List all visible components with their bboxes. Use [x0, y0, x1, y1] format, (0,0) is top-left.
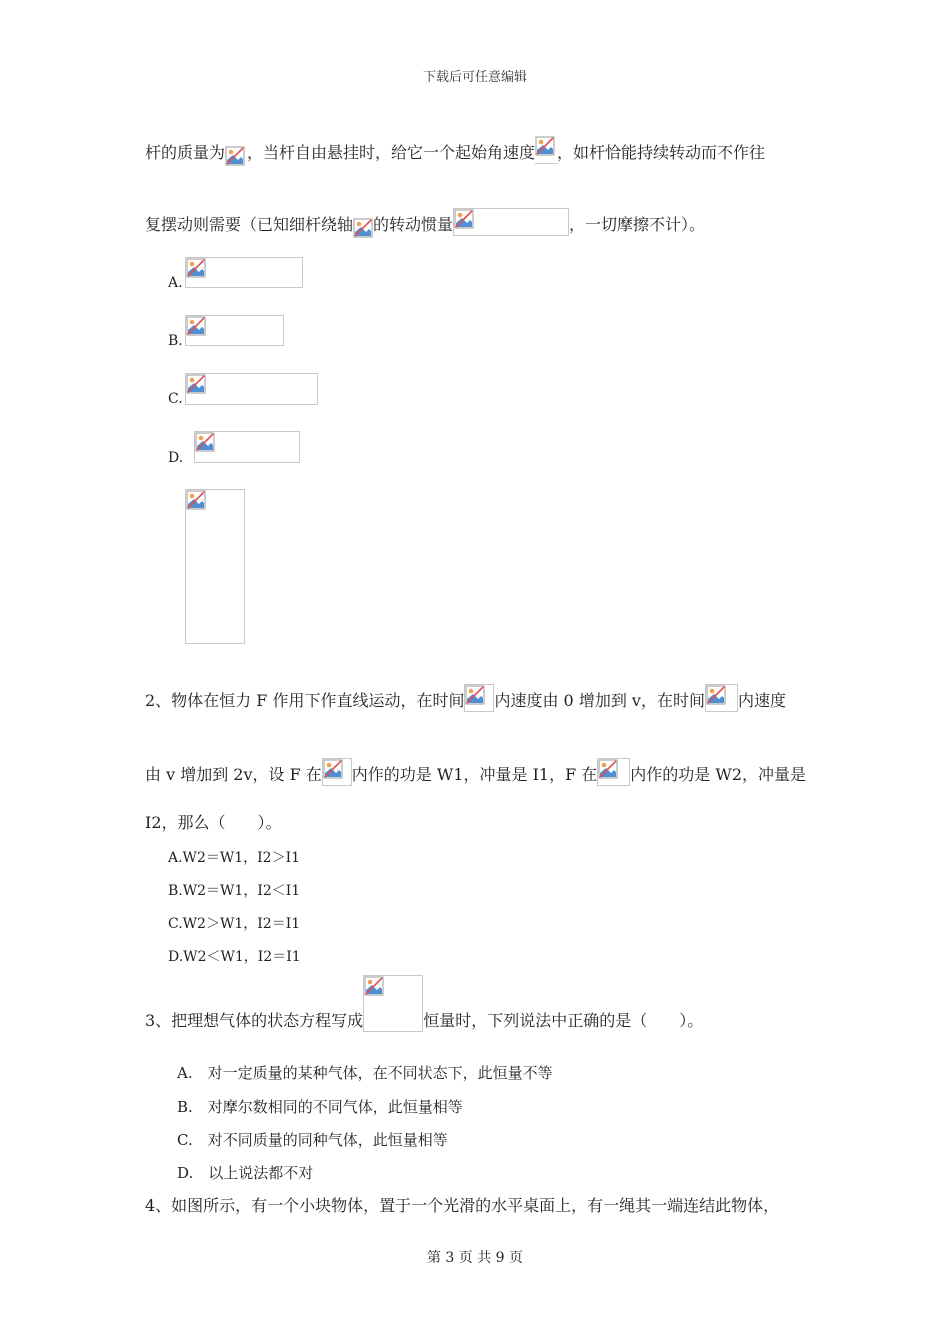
q2-line1-text2: 内速度由 0 增加到 v，在时间: [494, 691, 705, 710]
page-header: 下载后可任意编辑: [422, 70, 527, 85]
q3-option-d: D. 以上说法都不对: [177, 1164, 314, 1182]
q1-line2-text2: 的转动惯量: [373, 215, 454, 234]
q3-stem-text2: 恒量时，下列说法中正确的是（ ）。: [423, 1011, 704, 1030]
q1-figure-image: [185, 489, 245, 644]
q3-option-a: A. 对一定质量的某种气体，在不同状态下，此恒量不等: [177, 1064, 553, 1082]
q4-stem: 4、如图所示，有一个小块物体，置于一个光滑的水平桌面上，有一绳其一端连结此物体，: [145, 1196, 780, 1215]
q2-option-b: B.W2＝W1，I2＜I1: [168, 883, 301, 899]
q2-option-c: C.W2＞W1，I2＝I1: [168, 916, 301, 932]
formula-image-moment-of-inertia: [453, 208, 569, 236]
q3-option-c: C. 对不同质量的同种气体，此恒量相等: [177, 1131, 448, 1149]
q2-option-a: A.W2＝W1，I2＞I1: [168, 850, 301, 866]
q1-line1-text2: ，当杆自由悬挂时，给它一个起始角速度: [247, 143, 536, 162]
q1-option-c-image: [185, 373, 318, 405]
q3-option-b: B. 对摩尔数相同的不同气体，此恒量相等: [177, 1098, 463, 1116]
q2-line1: [145, 684, 786, 712]
formula-image-state-equation: [363, 975, 423, 1032]
q2-line2-text2: 内作的功是 W1，冲量是 I1，F 在: [351, 765, 598, 784]
formula-image-axis: [353, 218, 373, 236]
q1-option-b-image: [185, 315, 284, 346]
q1-option-c-label: C.: [168, 391, 183, 407]
q2-line2: [145, 758, 806, 786]
q3-stem: [145, 975, 703, 1032]
q1-line1-text3: ，如杆恰能持续转动而不作往: [557, 143, 766, 162]
q1-option-a-label: A.: [168, 275, 183, 291]
q2-line1-text3: 内速度: [737, 691, 786, 710]
q1-option-d-image: [194, 431, 300, 463]
q2-line1-text1: 2、物体在恒力 F 作用下作直线运动，在时间: [145, 691, 465, 710]
q2-line2-text1: 由 v 增加到 2v，设 F 在: [145, 765, 322, 784]
formula-image-mass: [225, 146, 247, 164]
q1-option-a-image: [185, 257, 303, 288]
formula-image-interval1: [322, 758, 352, 786]
q1-line2-text3: ，一切摩擦不计）。: [569, 215, 706, 234]
q1-line2: [145, 208, 705, 236]
formula-image-time2: [705, 684, 738, 712]
q1-line1-text1: 杆的质量为: [145, 143, 226, 162]
q2-line3: I2，那么（ ）。: [145, 813, 282, 832]
formula-image-interval2: [597, 758, 630, 786]
formula-image-time1: [464, 684, 494, 712]
q1-line1: [145, 136, 765, 164]
q3-stem-text1: 3、把理想气体的状态方程写成: [145, 1011, 364, 1030]
q2-option-d: D.W2＜W1，I2＝I1: [168, 949, 301, 965]
q1-line2-text1: 复摆动则需要（已知细杆绕轴: [145, 215, 354, 234]
q1-option-b-label: B.: [168, 333, 183, 349]
q1-option-d-label: D.: [168, 450, 184, 466]
q2-line2-text3: 内作的功是 W2，冲量是: [630, 765, 807, 784]
page-footer: 第 3 页 共 9 页: [426, 1250, 524, 1266]
formula-image-angular-velocity: [535, 136, 557, 164]
